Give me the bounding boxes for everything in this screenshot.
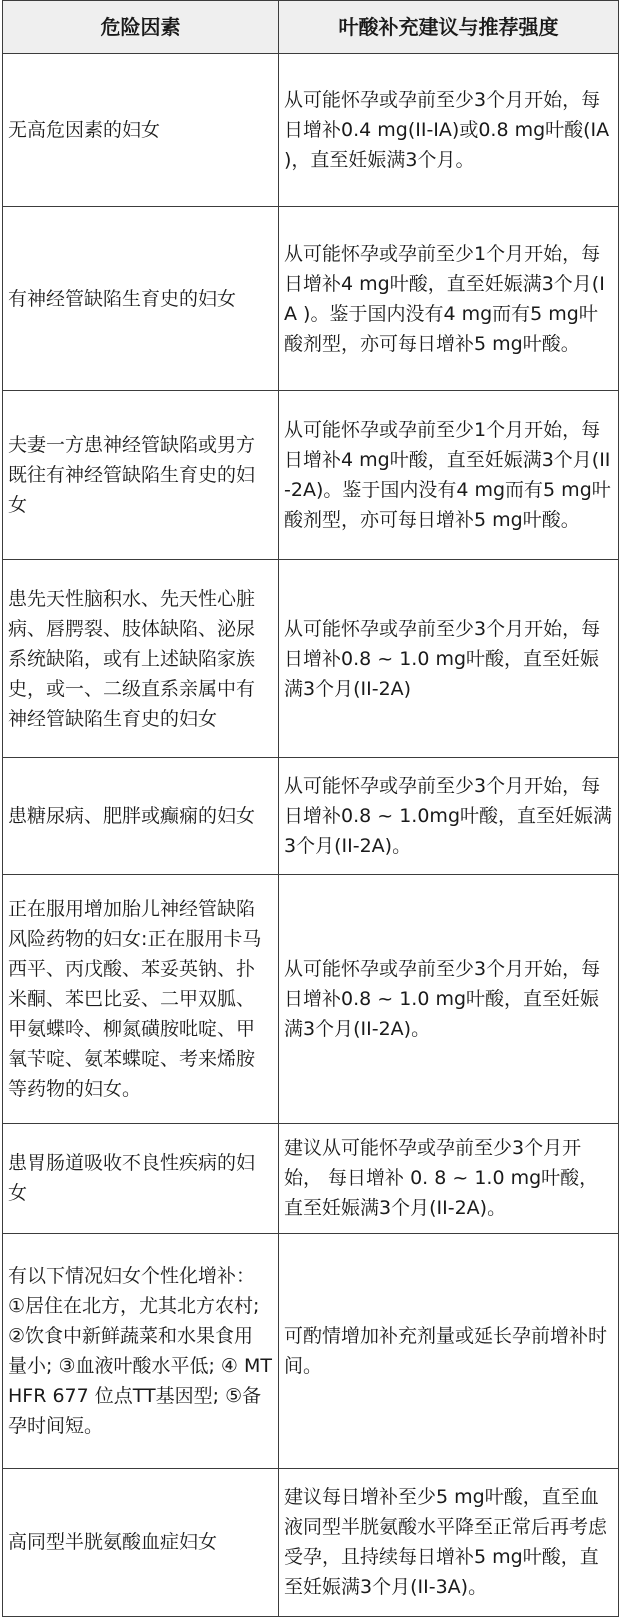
risk-factor-text: 无高危因素的妇女 [8,119,161,142]
advice-cell [279,207,619,391]
header-risk-factor: 危险因素 [3,1,279,54]
risk-factor-cell [3,1123,279,1233]
table-row [3,390,619,559]
table-row [3,1468,619,1616]
risk-factor-cell [3,560,279,758]
advice-text: 从可能怀孕或孕前至少3个月开始，每日增补0.8 ~ 1.0mg叶酸，直至妊娠满3个月(II-2A)。 [284,775,613,858]
advice-cell [279,758,619,874]
advice-text: 从可能怀孕或孕前至少1个月开始，每日增补4 mg叶酸，直至妊娠满3个月(IA )。鉴于国内没有4 mg而有5 mg叶酸剂型，亦可每日增补5 mg叶酸。 [284,242,605,355]
risk-factor-cell [3,758,279,874]
risk-factor-cell [3,207,279,391]
table-row [3,1123,619,1233]
advice-cell [279,1234,619,1469]
table-row [3,54,619,207]
table-header-row [3,1,619,54]
advice-cell [279,1468,619,1616]
risk-factor-text: 夫妻一方患神经管缺陷或男方既往有神经管缺陷生育史的妇女 [8,434,256,517]
advice-text: 建议每日增补至少5 mg叶酸，直至血液同型半胱氨酸水平降至正常后再考虑受孕，且持续每日增补5 mg叶酸，直至妊娠满3个月(II-3A)。 [284,1486,608,1599]
table-row [3,207,619,391]
risk-factor-cell [3,54,279,207]
table-row [3,560,619,758]
risk-factor-text: 高同型半胱氨酸血症妇女 [8,1531,218,1554]
advice-cell [279,1123,619,1233]
risk-factor-cell [3,1234,279,1469]
folate-recommendation-table [2,0,619,1617]
advice-cell [279,390,619,559]
advice-text: 从可能怀孕或孕前至少3个月开始，每日增补0.8 ~ 1.0 mg叶酸，直至妊娠满3个月(II-2A)。 [284,957,601,1040]
risk-factor-cell [3,874,279,1123]
advice-text: 从可能怀孕或孕前至少3个月开始，每日增补0.8 ~ 1.0 mg叶酸，直至妊娠满3个月(II-2A) [284,617,601,700]
table-row [3,758,619,874]
advice-text: 建议从可能怀孕或孕前至少3个月开始， 每日增补 0. 8 ~ 1.0 mg叶酸，直至妊娠满3个月(II-2A)。 [284,1137,599,1220]
advice-text: 可酌情增加补充剂量或延长孕前增补时间。 [284,1325,608,1377]
advice-cell [279,874,619,1123]
risk-factor-text: 患胃肠道吸收不良性疾病的妇女 [8,1152,256,1205]
table-row [3,1234,619,1469]
risk-factor-text: 患糖尿病、肥胖或癫痫的妇女 [8,805,256,828]
table-row [3,874,619,1123]
risk-factor-cell [3,390,279,559]
risk-factor-text: 正在服用增加胎儿神经管缺陷风险药物的妇女:正在服用卡马西平、丙戊酸、苯妥英钠、扑米酮、苯巴比妥、二甲双胍、甲氨蝶呤、柳氮磺胺吡啶、甲氧苄啶、氨苯蝶啶、考来烯胺等药物的妇女。 [8,897,262,1100]
header-folate-advice: 叶酸补充建议与推荐强度 [279,1,619,54]
advice-text: 从可能怀孕或孕前至少1个月开始，每日增补4 mg叶酸，直至妊娠满3个月(II-2A)。鉴于国内没有4 mg而有5 mg叶酸剂型，亦可每日增补5 mg叶酸。 [284,419,611,532]
risk-factor-text: 有神经管缺陷生育史的妇女 [8,287,237,310]
risk-factor-text: 有以下情况妇女个性化增补：①居住在北方，尤其北方农村; ②饮食中新鲜蔬菜和水果食用量小; ③血液叶酸水平低; ④ MTHFR 677 位点TT基因型; ⑤备孕时间短。 [8,1265,272,1437]
advice-text: 从可能怀孕或孕前至少3个月开始，每日增补0.4 mg(II-IA)或0.8 mg叶酸(IA )，直至妊娠满3个月。 [284,89,610,172]
risk-factor-cell [3,1468,279,1616]
risk-factor-text: 患先天性脑积水、先天性心脏病、唇腭裂、肢体缺陷、泌尿系统缺陷，或有上述缺陷家族史，或一、二级直系亲属中有神经管缺陷生育史的妇女 [8,587,256,730]
advice-cell [279,54,619,207]
advice-cell [279,560,619,758]
